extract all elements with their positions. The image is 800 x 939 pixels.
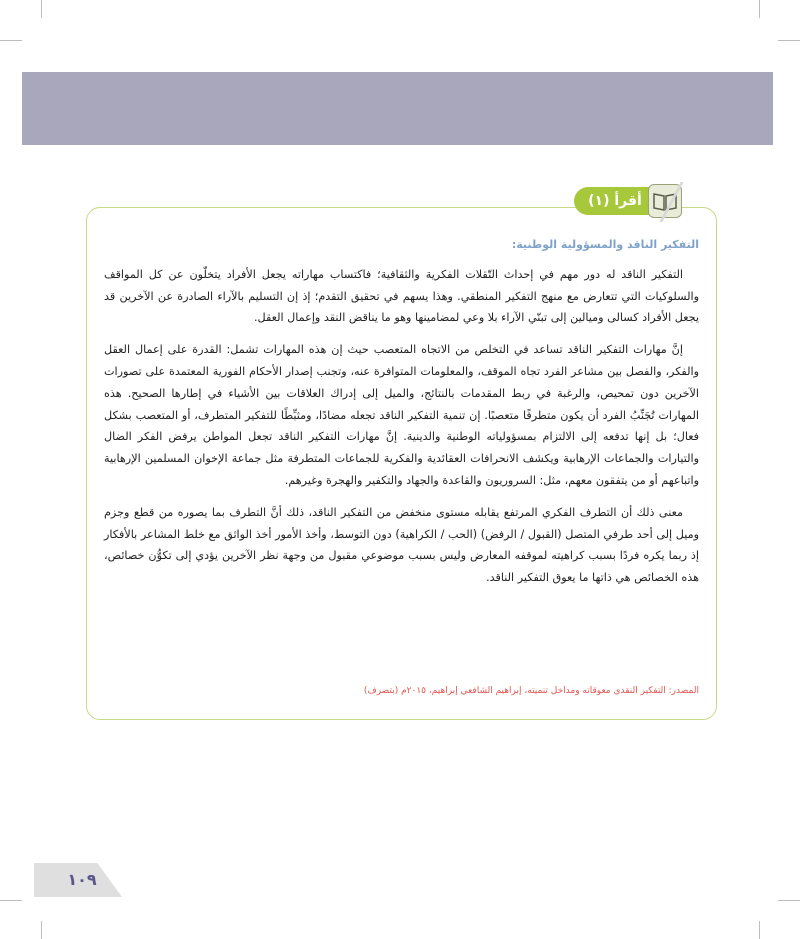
page-number: ١٠٩ (67, 870, 97, 889)
crop-mark (0, 900, 22, 901)
read-tab-label: أقرأ (١) (588, 193, 642, 209)
crop-mark (778, 900, 800, 901)
crop-mark (41, 0, 42, 18)
crop-mark (759, 0, 760, 18)
crop-mark (778, 40, 800, 41)
crop-mark (41, 921, 42, 939)
reading-content (104, 234, 699, 599)
read-tab (574, 184, 708, 218)
header-band (22, 72, 773, 145)
source-citation: المصدر: التفكير النقدي معوقاته ومداخل تنميته، إبراهيم الشافعي إبراهيم، ٢٠١٥م (بتصرف) (363, 686, 699, 696)
crop-mark (759, 921, 760, 939)
paragraph: التفكير الناقد له دور مهم في إحداث التّقلات الفكرية والثقافية؛ فاكتساب مهاراته يجعل الأفراد يتخلّون عن كل المواقف والسلوكيات التي تتعارض مع منهج التفكير المنطقي. وهذا يسهم في تحقيق التقدم؛ إذ إن التسليم بالآراء الصادرة عن الآخرين قد يجعل الأفراد كسالى وميالين إلى تبنّي الآراء بلا وعي لمضامينها وهو ما يناقض النقد وإعمال العقل. (104, 267, 699, 325)
crop-mark (0, 40, 22, 41)
paragraph: معنى ذلك أن التطرف الفكري المرتفع يقابله مستوى منخفض من التفكير الناقد، ذلك أنَّ التطرف بما يصوره من قطع وجزم وميل إلى أحد طرفي المتصل (القبول / الرفض) (الحب / الكراهية) دون التوسط، وأخذ الأمور أخذ الواثق مع خلط المشاعر بالأفكار إذ ربما يكره فردًا بسبب كراهيته لموقفه المعارض وليس بسبب موضوعي مقبول من وجهة نظر الآخرين يؤدي إلى تكوُّن خصائص، هذه الخصائص هي ذاتها ما يعوق التفكير الناقد. (104, 505, 699, 585)
section-title: التفكير الناقد والمسؤولية الوطنية: (511, 238, 699, 251)
paragraph: إنَّ مهارات التفكير الناقد تساعد في التخلص من الاتجاه المتعصب حيث إن هذه المهارات تشمل: القدرة على إعمال العقل والفكر، والفصل بين مشاعر الفرد تجاه الموقف، والمعلومات المتوافرة عنه، وتجنب إصدار الأحكام الفورية المعتمدة على تصورات الآخرين دون تمحيص، والرغبة في ربط المقدمات بالنتائج، والميل إلى إدراك العلاقات بين الأشياء في إطارها الصحيح. هذه المهارات تُجَنِّبُ الفرد أن يكون متطرفًا متعصبًا. إن تنمية التفكير الناقد تجعله مضادًا، ومثبِّطًا للتفكير المتطرف، أو المتعصب بشكل فعال؛ بل إنها تدفعه إلى الالتزام بمسؤولياته الوطنية والدينية. إنَّ مهارات التفكير الناقد تجعل المواطن يرفض الفكر الضال والتيارات والجماعات الإرهابية ويكشف الانحرافات العقائدية والفكرية للجماعات المتطرفة مثل جماعة الإخوان المسلمين الإرهابية واتباعهم أو من يتفقون معهم، مثل: السروريون والقاعدة والجهاد والتكفير والهجرة وغيرهم. (104, 343, 699, 487)
